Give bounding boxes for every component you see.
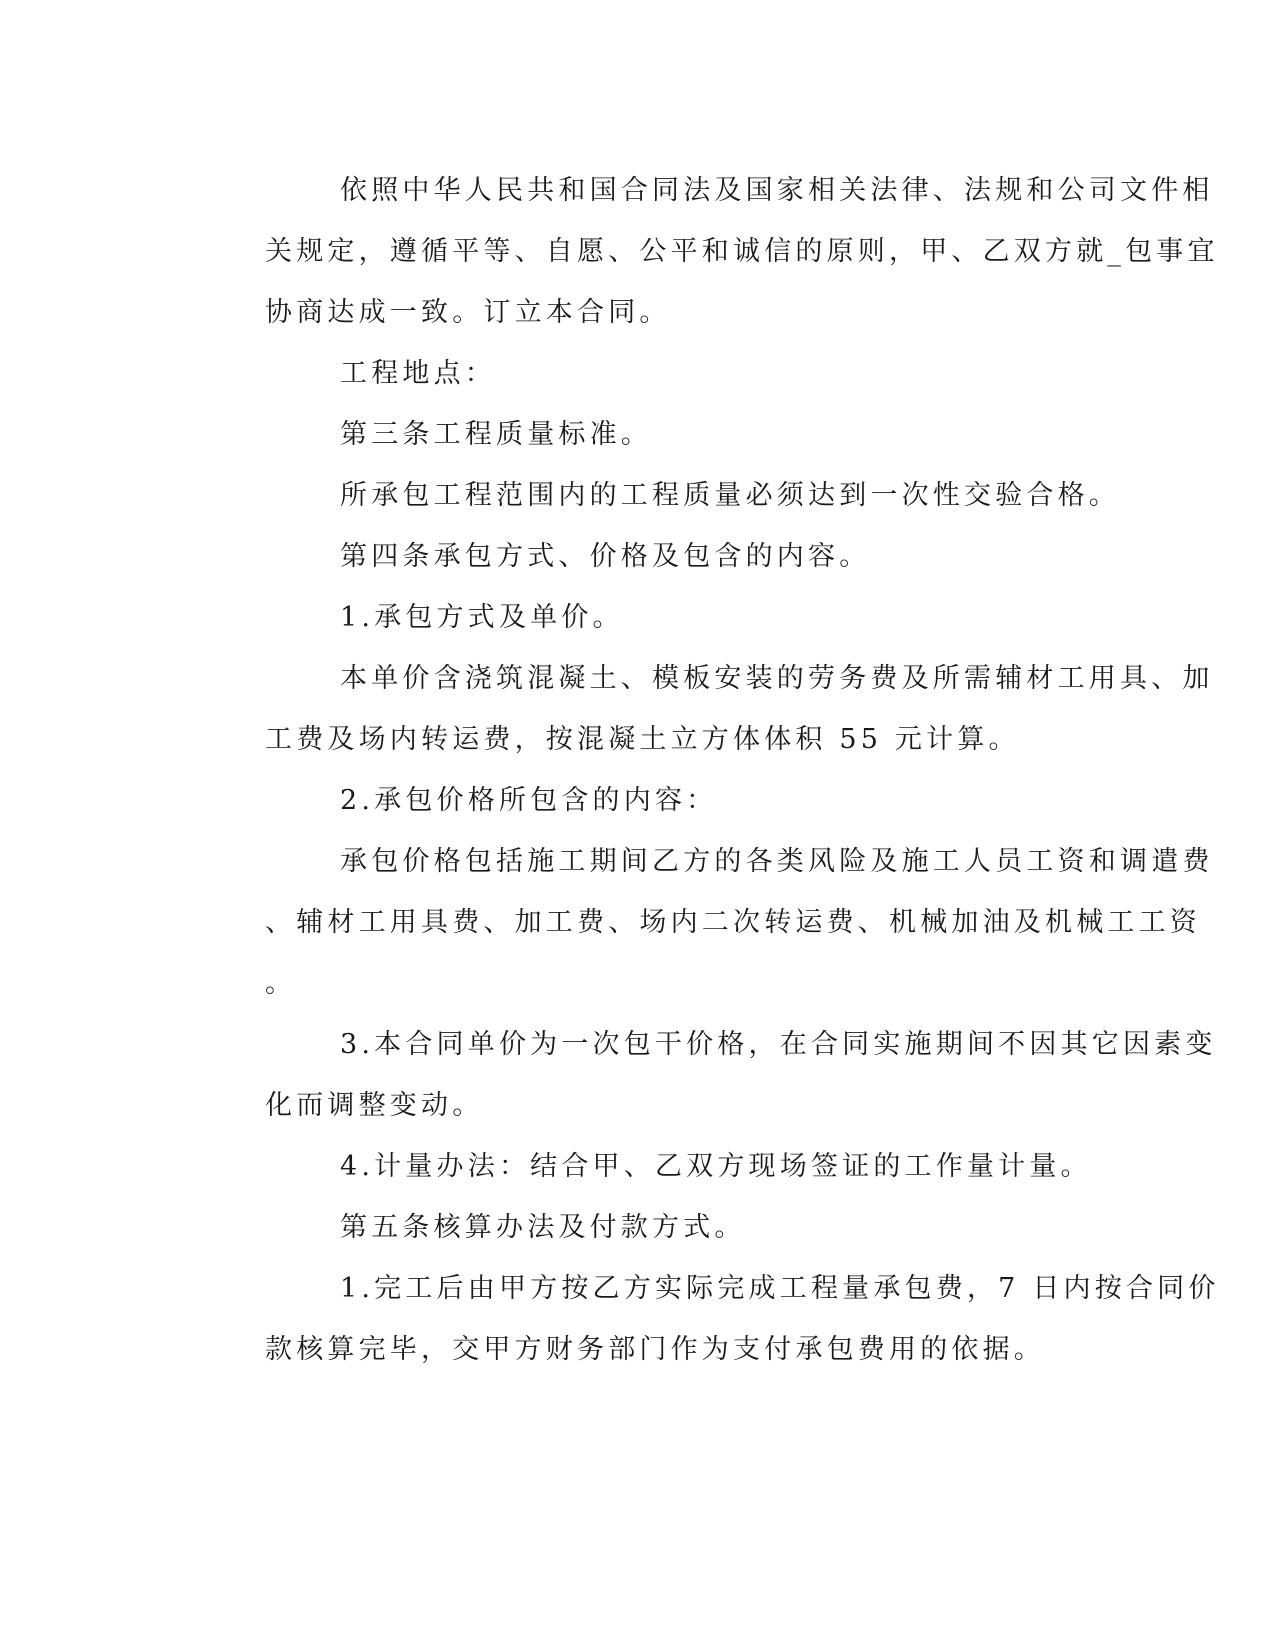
text-line: 4.计量办法：结合甲、乙双方现场签证的工作量计量。 bbox=[340, 1151, 1092, 1182]
text-line: 承包价格包括施工期间乙方的各类风险及施工人员工资和调遣费 bbox=[340, 846, 1214, 877]
subheading-contract-method bbox=[190, 587, 1080, 648]
paragraph-unit-price bbox=[190, 648, 1214, 770]
text-line: 1.完工后由甲方按乙方实际完成工程量承包费，7 日内按合同价 bbox=[340, 1273, 1220, 1304]
heading-article-4 bbox=[190, 526, 1080, 587]
paragraph-fixed-price bbox=[190, 1014, 1217, 1136]
text-line: 1.承包方式及单价。 bbox=[340, 602, 624, 633]
text-line: 工程地点： bbox=[340, 358, 496, 389]
paragraph-measurement bbox=[190, 1136, 1092, 1197]
text-line: 协商达成一致。订立本合同。 bbox=[265, 297, 671, 328]
text-line: 。 bbox=[265, 968, 297, 999]
text-line: 依照中华人民共和国合同法及国家相关法律、法规和公司文件相 bbox=[340, 175, 1214, 206]
text-line: 2.承包价格所包含的内容： bbox=[340, 785, 718, 816]
paragraph-settlement bbox=[190, 1258, 1220, 1380]
text-line: 工费及场内转运费，按混凝土立方体体积 55 元计算。 bbox=[265, 724, 1020, 755]
paragraph-project-location bbox=[190, 343, 1080, 404]
text-line: 第四条承包方式、价格及包含的内容。 bbox=[340, 541, 871, 572]
text-line: 款核算完毕，交甲方财务部门作为支付承包费用的依据。 bbox=[265, 1334, 1045, 1365]
text-line: 、辅材工用具费、加工费、场内二次转运费、机械加油及机械工工资 bbox=[265, 907, 1201, 938]
text-line: 化而调整变动。 bbox=[265, 1090, 484, 1121]
text-line: 第三条工程质量标准。 bbox=[340, 419, 652, 450]
document-body bbox=[190, 160, 1220, 1380]
subheading-price-contents bbox=[190, 770, 1080, 831]
text-line: 本单价含浇筑混凝土、模板安装的劳务费及所需辅材工用具、加 bbox=[340, 663, 1214, 694]
text-line: 3.本合同单价为一次包干价格，在合同实施期间不因其它因素变 bbox=[340, 1029, 1217, 1060]
paragraph-price-includes bbox=[190, 831, 1214, 1014]
paragraph-quality-requirement bbox=[190, 465, 1120, 526]
heading-article-3 bbox=[190, 404, 1080, 465]
paragraph-preamble bbox=[190, 160, 1219, 343]
text-line: 关规定，遵循平等、自愿、公平和诚信的原则，甲、乙双方就_包事宜 bbox=[265, 236, 1219, 267]
heading-article-5 bbox=[190, 1197, 1080, 1258]
text-line: 第五条核算办法及付款方式。 bbox=[340, 1212, 746, 1243]
text-line: 所承包工程范围内的工程质量必须达到一次性交验合格。 bbox=[340, 480, 1120, 511]
